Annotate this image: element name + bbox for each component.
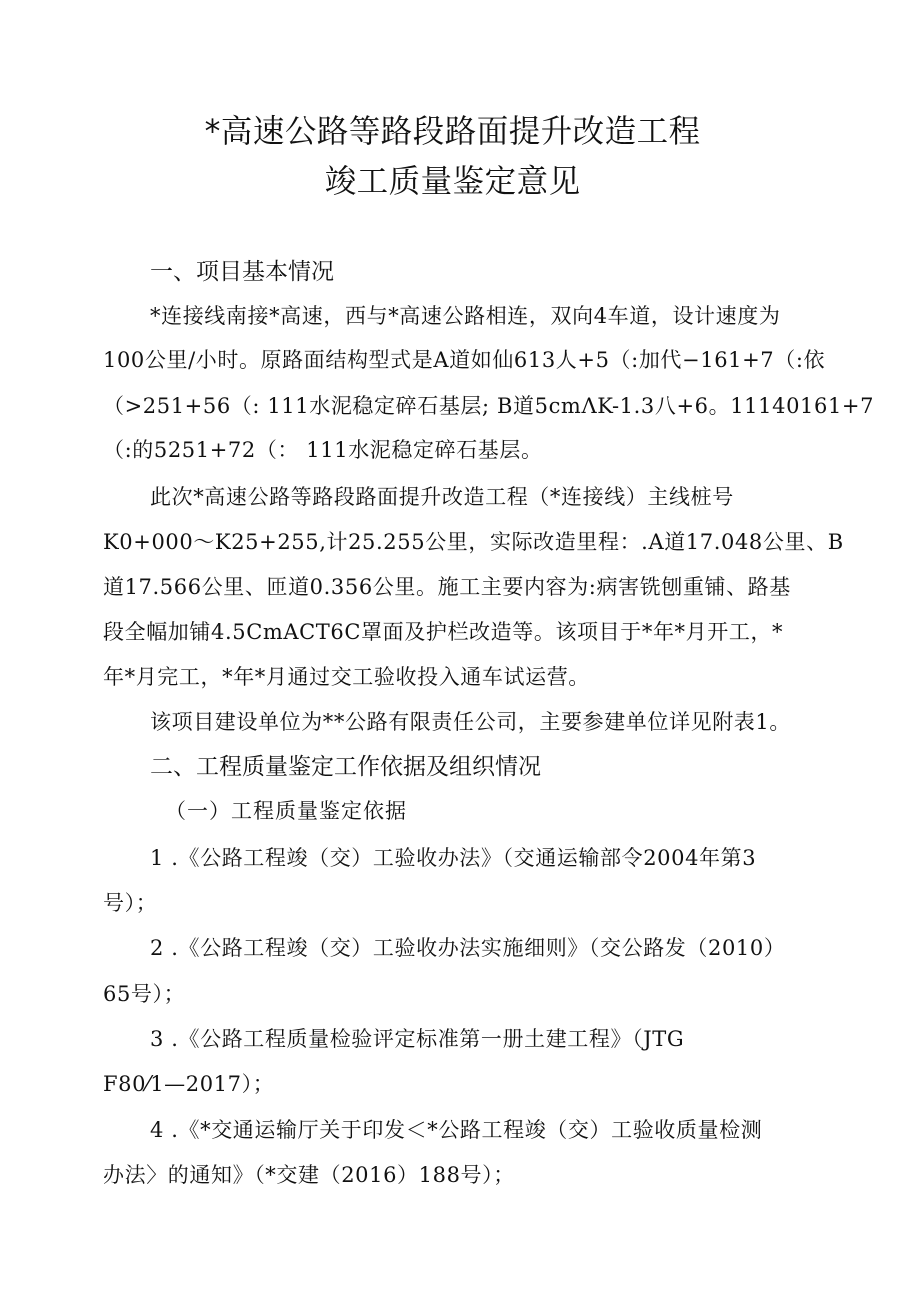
section1-p1-line4: （:的5251+72（： 111水泥稳定碎石基层。 xyxy=(103,438,543,462)
document-title-line1: *高速公路等路段路面提升改造工程 xyxy=(204,112,701,150)
section1-p2-line1: 此次*高速公路等路段路面提升改造工程（*连接线）主线桩号 xyxy=(150,485,734,509)
reference-item-2-line2: 65号）； xyxy=(103,982,186,1006)
document-title-line2: 竣工质量鉴定意见 xyxy=(324,162,581,200)
section1-p2-line5: 年*月完工，*年*月通过交工验收投入通车试运营。 xyxy=(103,665,590,689)
section1-p2-line2: K0+000～K25+255,计25.255公里，实际改造里程：.A道17.048公里、B xyxy=(103,530,844,554)
section2-heading: 二、工程质量鉴定工作依据及组织情况 xyxy=(150,754,541,780)
reference-item-4-line2: 办法〉的通知》（*交建（2016）188号）； xyxy=(103,1163,515,1187)
section1-p1-line3: （>251+56（: 111水泥稳定碎石基层; B道5cmΛK-1.3八+6。11140161+7 xyxy=(103,394,875,418)
reference-item-2-line1: 2 .《公路工程竣（交）工验收办法实施细则》（交公路发（2010） xyxy=(150,936,786,960)
reference-item-1-line2: 号）； xyxy=(103,891,158,915)
section1-p1-line1: *连接线南接*高速，西与*高速公路相连，双向4车道，设计速度为 xyxy=(150,304,781,328)
section1-heading: 一、项目基本情况 xyxy=(150,259,334,285)
section1-p2-line3: 道17.566公里、匝道0.356公里。施工主要内容为:病害铣刨重铺、路基 xyxy=(103,575,791,599)
section1-p3: 该项目建设单位为**公路有限责任公司，主要参建单位详见附表1。 xyxy=(150,710,791,734)
section1-p1-line2: 100公里/小时。原路面结构型式是A道如仙613人+5（:加代−161+7（:依 xyxy=(103,348,826,372)
section1-p2-line4: 段全幅加铺4.5CmACT6C罩面及护栏改造等。该项目于*年*月开工，* xyxy=(103,620,784,644)
reference-item-4-line1: 4 .《*交通运输厅关于印发＜*公路工程竣（交）工验收质量检测 xyxy=(150,1118,763,1142)
reference-item-1-line1: 1 .《公路工程竣（交）工验收办法》（交通运输部令2004年第3 xyxy=(150,846,757,870)
reference-item-3-line1: 3 .《公路工程质量检验评定标准第一册土建工程》（JTG xyxy=(150,1027,685,1051)
reference-item-3-line2: F80⁄1—2017）； xyxy=(103,1072,275,1096)
section2-subheading: （一）工程质量鉴定依据 xyxy=(165,799,407,823)
